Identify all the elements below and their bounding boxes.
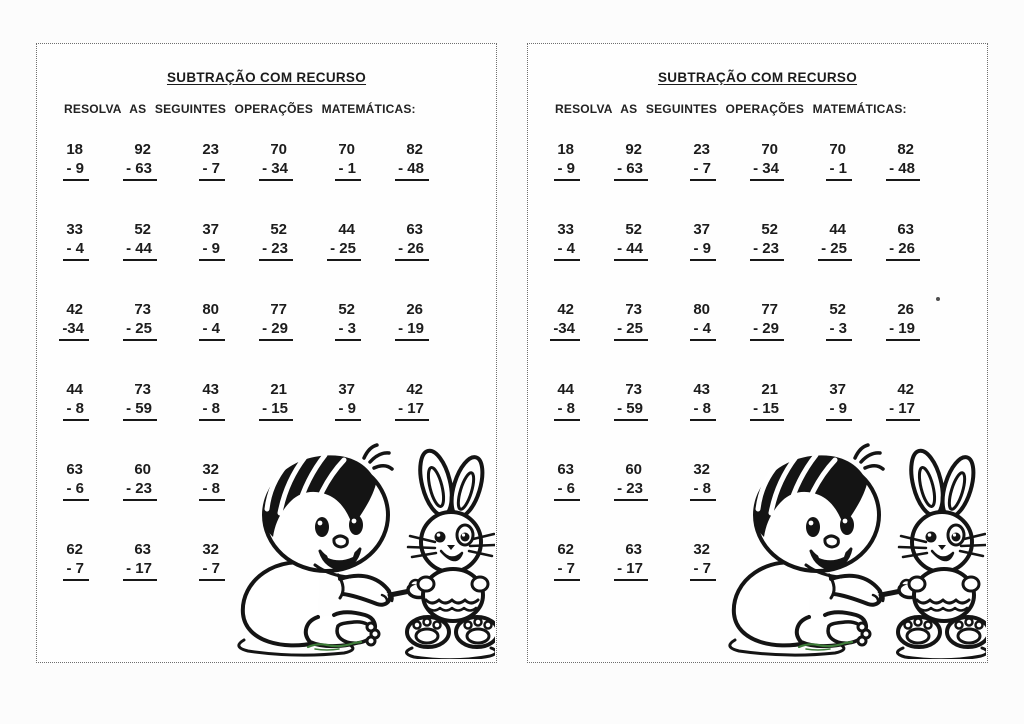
instructions-text: RESOLVA AS SEGUINTES OPERAÇÕES MATEMÁTICAS: xyxy=(555,102,907,116)
subtraction-problem xyxy=(800,221,868,301)
subtrahend: - 1 xyxy=(335,159,361,181)
minuend: 80 xyxy=(693,301,710,318)
subtraction-problem xyxy=(105,221,173,301)
subtrahend: - 8 xyxy=(554,399,580,421)
minuend: 26 xyxy=(406,301,423,318)
subtraction-problem xyxy=(596,221,664,301)
subtrahend: - 48 xyxy=(886,159,920,181)
subtrahend: - 44 xyxy=(614,239,648,261)
subtraction-problem xyxy=(377,221,445,301)
subtrahend: - 7 xyxy=(199,159,225,181)
subtraction-problem xyxy=(105,461,173,541)
minuend: 37 xyxy=(693,221,710,238)
subtraction-problem xyxy=(173,221,241,301)
subtrahend: - 7 xyxy=(199,559,225,581)
subtrahend: - 6 xyxy=(63,479,89,501)
subtraction-problem xyxy=(800,301,868,381)
subtrahend: - 34 xyxy=(259,159,293,181)
subtraction-problem xyxy=(309,141,377,221)
minuend: 92 xyxy=(625,141,642,158)
worksheet-page-left xyxy=(36,43,497,663)
subtrahend: - 23 xyxy=(750,239,784,261)
subtrahend: - 9 xyxy=(554,159,580,181)
problem-row xyxy=(37,141,496,221)
subtraction-problem xyxy=(173,141,241,221)
minuend: 23 xyxy=(693,141,710,158)
minuend: 32 xyxy=(202,541,219,558)
minuend: 32 xyxy=(693,541,710,558)
minuend: 18 xyxy=(66,141,83,158)
subtrahend: - 15 xyxy=(259,399,293,421)
subtrahend: - 26 xyxy=(886,239,920,261)
subtrahend: - 63 xyxy=(123,159,157,181)
subtrahend: - 7 xyxy=(554,559,580,581)
subtrahend: - 17 xyxy=(614,559,648,581)
problem-row xyxy=(37,301,496,381)
subtrahend: - 7 xyxy=(690,159,716,181)
subtraction-problem xyxy=(105,141,173,221)
worksheet-page-right xyxy=(527,43,988,663)
subtrahend: -34 xyxy=(59,319,89,341)
subtraction-problem xyxy=(309,221,377,301)
problem-row xyxy=(528,221,987,301)
subtrahend: - 4 xyxy=(63,239,89,261)
illustration-slot xyxy=(214,443,495,659)
subtraction-problem xyxy=(241,221,309,301)
subtraction-problem xyxy=(596,381,664,461)
minuend: 73 xyxy=(134,381,151,398)
subtraction-problem xyxy=(732,141,800,221)
minuend: 42 xyxy=(66,301,83,318)
minuend: 62 xyxy=(557,541,574,558)
baby-and-bunny-illustration xyxy=(214,443,495,659)
subtraction-problem xyxy=(596,541,664,621)
minuend: 43 xyxy=(693,381,710,398)
subtrahend: - 25 xyxy=(327,239,361,261)
subtraction-problem xyxy=(241,141,309,221)
minuend: 44 xyxy=(338,221,355,238)
minuend: 52 xyxy=(134,221,151,238)
subtrahend: - 8 xyxy=(690,479,716,501)
page-title: SUBTRAÇÃO COM RECURSO xyxy=(657,70,858,85)
subtrahend: - 9 xyxy=(63,159,89,181)
minuend: 33 xyxy=(557,221,574,238)
subtraction-problem xyxy=(732,301,800,381)
subtraction-problem xyxy=(596,141,664,221)
subtrahend: - 15 xyxy=(750,399,784,421)
subtrahend: - 7 xyxy=(690,559,716,581)
minuend: 21 xyxy=(761,381,778,398)
subtraction-problem xyxy=(105,381,173,461)
minuend: 73 xyxy=(625,301,642,318)
problem-row xyxy=(528,301,987,381)
subtraction-problem xyxy=(528,461,596,541)
subtraction-problem xyxy=(868,141,936,221)
minuend: 44 xyxy=(557,381,574,398)
subtraction-problem xyxy=(528,221,596,301)
subtraction-problem xyxy=(377,301,445,381)
subtraction-problem xyxy=(105,301,173,381)
subtraction-problem xyxy=(596,301,664,381)
minuend: 70 xyxy=(761,141,778,158)
baby-and-bunny-illustration xyxy=(705,443,986,659)
minuend: 70 xyxy=(338,141,355,158)
subtrahend: - 3 xyxy=(826,319,852,341)
problem-row xyxy=(528,141,987,221)
subtrahend: - 44 xyxy=(123,239,157,261)
subtrahend: - 17 xyxy=(886,399,920,421)
subtrahend: - 1 xyxy=(826,159,852,181)
subtraction-problem xyxy=(37,141,105,221)
subtraction-problem xyxy=(732,221,800,301)
minuend: 26 xyxy=(897,301,914,318)
minuend: 63 xyxy=(625,541,642,558)
illustration-slot xyxy=(705,443,986,659)
minuend: 33 xyxy=(66,221,83,238)
subtrahend: - 3 xyxy=(335,319,361,341)
subtraction-problem xyxy=(37,461,105,541)
minuend: 18 xyxy=(557,141,574,158)
subtrahend: - 19 xyxy=(886,319,920,341)
subtrahend: - 8 xyxy=(199,479,225,501)
minuend: 63 xyxy=(66,461,83,478)
instructions-text: RESOLVA AS SEGUINTES OPERAÇÕES MATEMÁTICAS: xyxy=(64,102,416,116)
minuend: 62 xyxy=(66,541,83,558)
minuend: 82 xyxy=(406,141,423,158)
subtraction-problem xyxy=(37,221,105,301)
subtrahend: - 17 xyxy=(395,399,429,421)
subtrahend: - 34 xyxy=(750,159,784,181)
subtrahend: - 48 xyxy=(395,159,429,181)
subtraction-problem xyxy=(528,381,596,461)
minuend: 44 xyxy=(829,221,846,238)
subtraction-problem xyxy=(309,301,377,381)
minuend: 63 xyxy=(897,221,914,238)
minuend: 73 xyxy=(134,301,151,318)
minuend: 37 xyxy=(829,381,846,398)
minuend: 37 xyxy=(202,221,219,238)
minuend: 63 xyxy=(134,541,151,558)
minuend: 77 xyxy=(270,301,287,318)
subtrahend: - 25 xyxy=(818,239,852,261)
subtrahend: - 8 xyxy=(199,399,225,421)
subtrahend: - 4 xyxy=(690,319,716,341)
page-title: SUBTRAÇÃO COM RECURSO xyxy=(166,70,367,85)
minuend: 23 xyxy=(202,141,219,158)
problem-row xyxy=(37,221,496,301)
subtraction-problem xyxy=(596,461,664,541)
subtrahend: - 8 xyxy=(690,399,716,421)
subtrahend: - 17 xyxy=(123,559,157,581)
subtrahend: - 59 xyxy=(614,399,648,421)
subtrahend: - 23 xyxy=(123,479,157,501)
minuend: 52 xyxy=(338,301,355,318)
subtraction-problem xyxy=(173,301,241,381)
minuend: 52 xyxy=(829,301,846,318)
minuend: 60 xyxy=(625,461,642,478)
subtrahend: - 59 xyxy=(123,399,157,421)
subtrahend: - 7 xyxy=(63,559,89,581)
minuend: 32 xyxy=(202,461,219,478)
minuend: 21 xyxy=(270,381,287,398)
subtraction-problem xyxy=(868,221,936,301)
subtraction-problem xyxy=(868,301,936,381)
scan-speck xyxy=(936,297,940,301)
subtrahend: - 9 xyxy=(335,399,361,421)
minuend: 42 xyxy=(406,381,423,398)
minuend: 63 xyxy=(557,461,574,478)
subtraction-problem xyxy=(800,141,868,221)
minuend: 42 xyxy=(897,381,914,398)
subtrahend: - 63 xyxy=(614,159,648,181)
minuend: 32 xyxy=(693,461,710,478)
subtraction-problem xyxy=(664,141,732,221)
minuend: 63 xyxy=(406,221,423,238)
minuend: 52 xyxy=(270,221,287,238)
subtraction-problem xyxy=(37,541,105,621)
subtrahend: -34 xyxy=(550,319,580,341)
minuend: 44 xyxy=(66,381,83,398)
subtraction-problem xyxy=(664,221,732,301)
minuend: 73 xyxy=(625,381,642,398)
subtraction-problem xyxy=(241,301,309,381)
subtrahend: - 9 xyxy=(199,239,225,261)
minuend: 42 xyxy=(557,301,574,318)
subtraction-problem xyxy=(528,301,596,381)
subtrahend: - 4 xyxy=(554,239,580,261)
subtrahend: - 25 xyxy=(123,319,157,341)
subtrahend: - 23 xyxy=(614,479,648,501)
subtraction-problem xyxy=(528,141,596,221)
subtrahend: - 23 xyxy=(259,239,293,261)
minuend: 70 xyxy=(829,141,846,158)
subtraction-problem xyxy=(37,301,105,381)
subtrahend: - 29 xyxy=(750,319,784,341)
subtrahend: - 8 xyxy=(63,399,89,421)
minuend: 82 xyxy=(897,141,914,158)
subtraction-problem xyxy=(528,541,596,621)
subtrahend: - 9 xyxy=(690,239,716,261)
subtraction-problem xyxy=(37,381,105,461)
subtrahend: - 9 xyxy=(826,399,852,421)
subtrahend: - 25 xyxy=(614,319,648,341)
minuend: 77 xyxy=(761,301,778,318)
minuend: 80 xyxy=(202,301,219,318)
subtrahend: - 26 xyxy=(395,239,429,261)
minuend: 70 xyxy=(270,141,287,158)
subtrahend: - 29 xyxy=(259,319,293,341)
subtrahend: - 19 xyxy=(395,319,429,341)
minuend: 60 xyxy=(134,461,151,478)
minuend: 92 xyxy=(134,141,151,158)
subtraction-problem xyxy=(105,541,173,621)
subtraction-problem xyxy=(377,141,445,221)
minuend: 37 xyxy=(338,381,355,398)
minuend: 52 xyxy=(625,221,642,238)
subtrahend: - 6 xyxy=(554,479,580,501)
minuend: 52 xyxy=(761,221,778,238)
subtraction-problem xyxy=(664,301,732,381)
minuend: 43 xyxy=(202,381,219,398)
subtrahend: - 4 xyxy=(199,319,225,341)
